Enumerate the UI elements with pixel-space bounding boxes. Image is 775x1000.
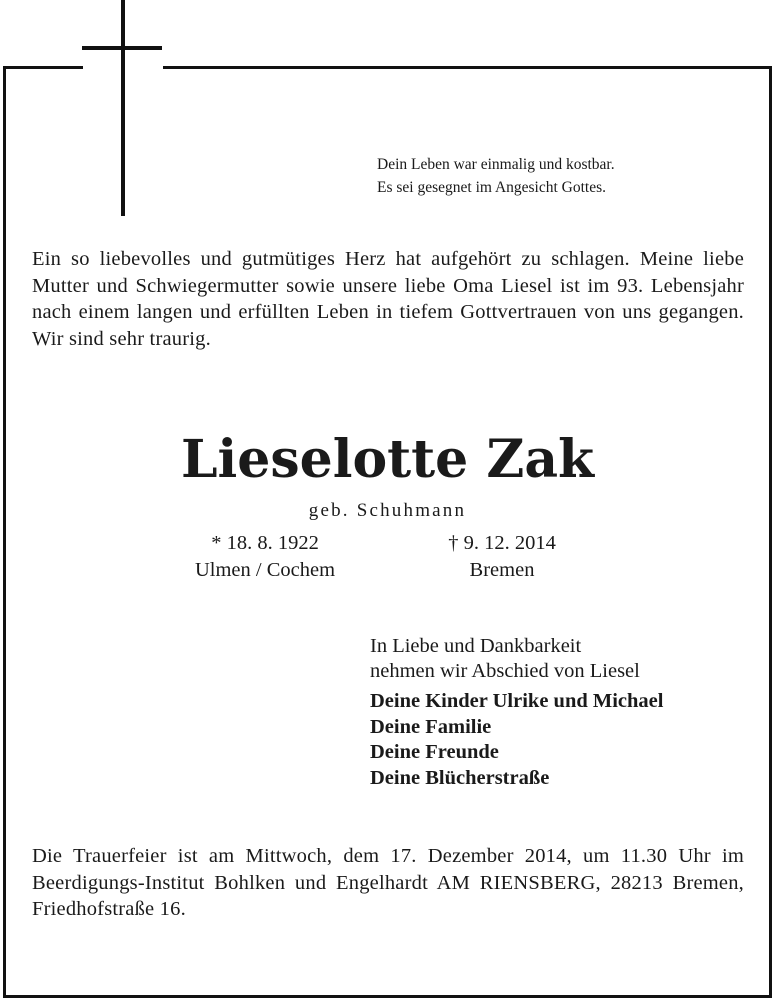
death-date: † 9. 12. 2014 xyxy=(448,532,556,554)
farewell-line-2: nehmen wir Abschied von Liesel xyxy=(370,660,640,682)
ceremony-paragraph: Die Trauerfeier ist am Mittwoch, dem 17. Dezember 2014, um 11.30 Uhr im Beerdigungs-Institut Bohlken und Engelhardt AM RIENSBERG, 28213 Bremen, Friedhofstraße 16. xyxy=(32,845,744,920)
signer: Deine Blücherstraße xyxy=(370,766,550,789)
motto-line-1: Dein Leben war einmalig und kostbar. xyxy=(377,156,615,173)
cross-vertical-bar xyxy=(121,0,125,216)
farewell xyxy=(370,634,760,684)
signers-list xyxy=(370,689,760,791)
intro-paragraph: Ein so liebevolles und gutmütiges Herz hat aufgehört zu schlagen. Meine liebe Mutter und Schwiegermutter sowie unsere liebe Oma Liesel ist im 93. Lebensjahr nach einem langen und erfüllten Leben in tiefem Gottvertrauen von uns gegangen. Wir sind sehr traurig. xyxy=(32,248,744,350)
cross-horizontal-bar xyxy=(82,46,162,50)
maiden-name: geb. Schuhmann xyxy=(308,500,467,521)
frame-border-top-left xyxy=(3,66,83,69)
birth-info xyxy=(160,530,370,584)
death-info xyxy=(402,530,602,584)
death-place: Bremen xyxy=(469,559,535,581)
motto xyxy=(377,153,747,199)
motto-line-2: Es sei gesegnet im Angesicht Gottes. xyxy=(377,179,607,196)
signer: Deine Kinder Ulrike und Michael xyxy=(370,690,664,712)
farewell-line-1: In Liebe und Dankbarkeit xyxy=(370,635,582,657)
frame-border-bottom xyxy=(3,995,772,998)
deceased-name: Lieselotte Zak xyxy=(180,429,595,490)
birth-place: Ulmen / Cochem xyxy=(194,559,336,581)
signer: Deine Familie xyxy=(370,715,492,738)
frame-border-right xyxy=(769,66,772,998)
frame-border-top-right xyxy=(163,66,772,69)
signer: Deine Freunde xyxy=(370,741,499,763)
birth-date: * 18. 8. 1922 xyxy=(211,532,319,554)
frame-border-left xyxy=(3,66,6,998)
